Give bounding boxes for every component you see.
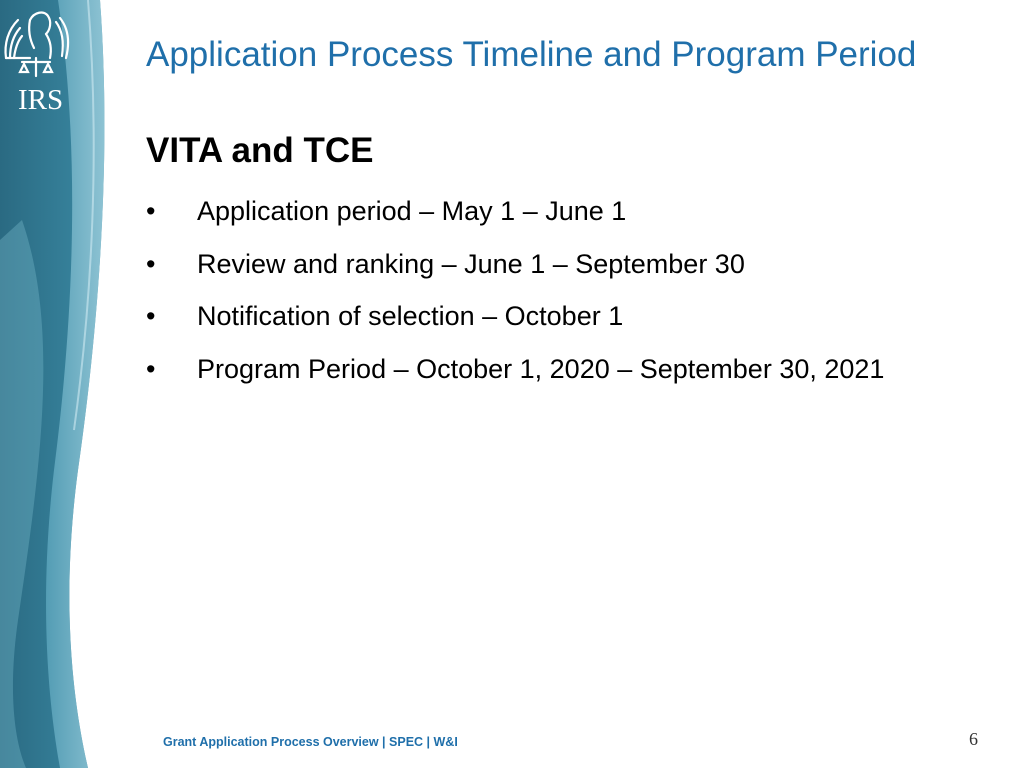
page-number: 6 bbox=[969, 729, 978, 749]
bullet-icon: • bbox=[146, 353, 156, 384]
bullet-icon: • bbox=[146, 248, 156, 279]
bullet-text-program-period: Program Period – October 1, 2020 – September 30, 2021 bbox=[197, 353, 885, 384]
bullet-text-review-ranking: Review and ranking – June 1 – September 30 bbox=[197, 248, 745, 279]
sidebar-decoration bbox=[0, 0, 140, 768]
slide-title: Application Process Timeline and Program Period bbox=[146, 35, 917, 74]
bullet-icon: • bbox=[146, 196, 156, 226]
footer-text: Grant Application Process Overview | SPEC | W&I bbox=[163, 735, 458, 749]
bullet-icon: • bbox=[146, 301, 156, 331]
bullet-text-application-period: Application period – May 1 – June 1 bbox=[197, 196, 627, 226]
bullet-text-notification: Notification of selection – October 1 bbox=[197, 301, 624, 331]
irs-logo-text: IRS bbox=[18, 84, 64, 116]
section-heading: VITA and TCE bbox=[146, 131, 374, 170]
